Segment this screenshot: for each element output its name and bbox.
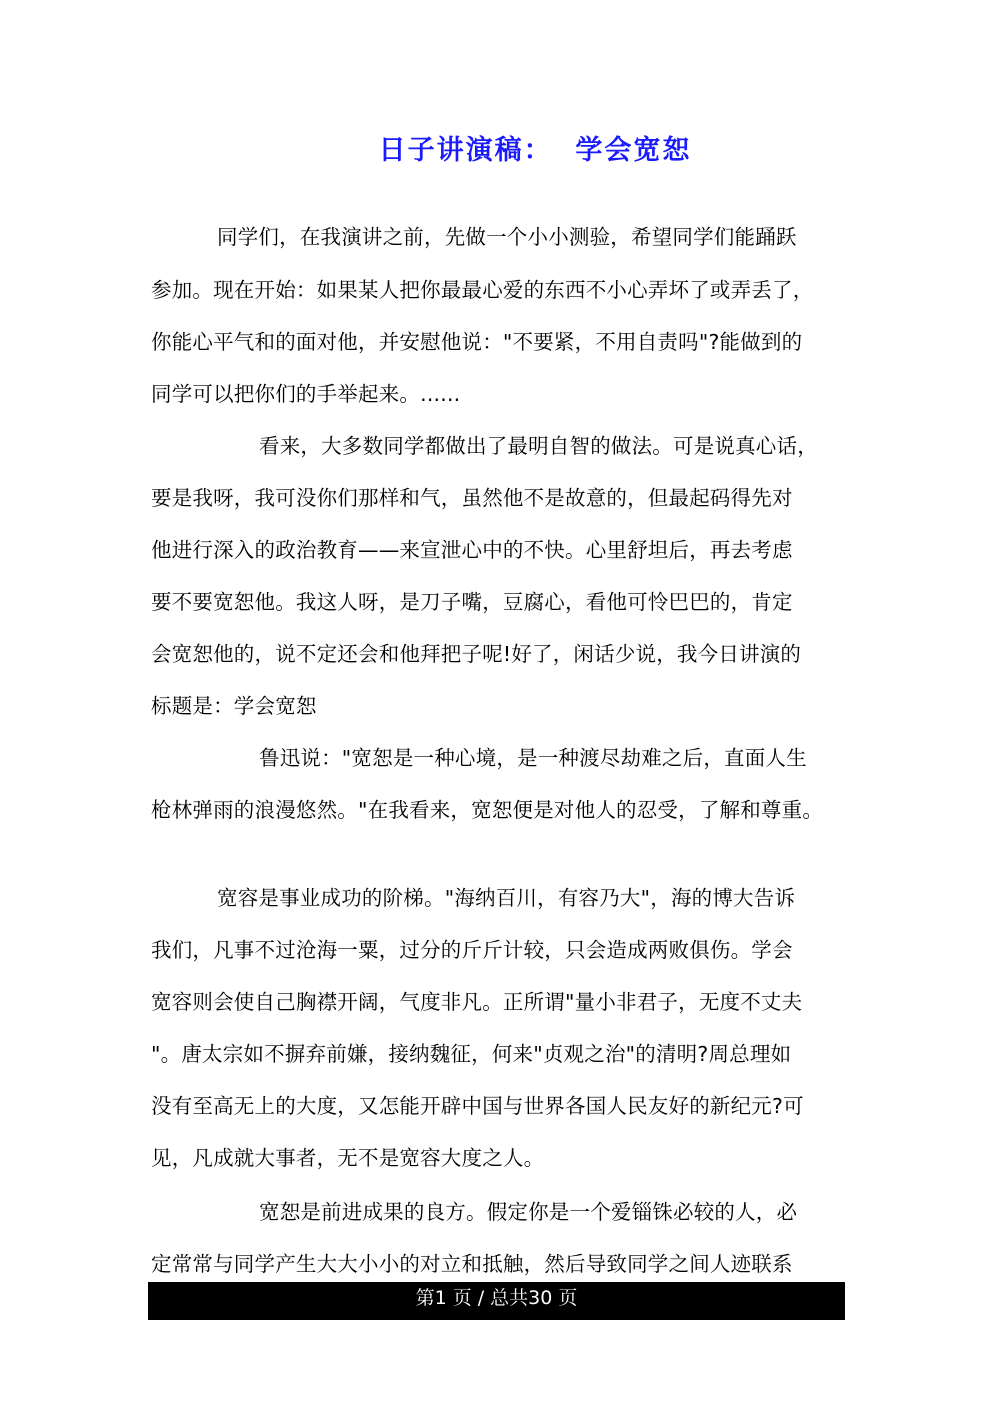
text-line: 看来，大多数同学都做出了最明自智的做法。可是说真心话， (259, 434, 818, 458)
text-line: 要是我呀，我可没你们那样和气，虽然他不是故意的，但最起码得先对 (151, 486, 793, 510)
page-indicator: 第1 页 / 总共30 页 (415, 1287, 578, 1309)
text-line: 标题是：学会宽恕 (151, 694, 317, 718)
document-title: 日子讲演稿： 学会宽恕 (378, 135, 692, 166)
text-line: 同学可以把你们的手举起来。...... (151, 382, 461, 406)
text-line: 见，凡成就大事者，无不是宽容大度之人。 (151, 1146, 545, 1170)
text-line: 要不要宽恕他。我这人呀，是刀子嘴，豆腐心，看他可怜巴巴的，肯定 (151, 590, 793, 614)
text-line: 他进行深入的政治教育——来宣泄心中的不快。心里舒坦后，再去考虑 (151, 538, 793, 562)
text-line: 没有至高无上的大度，又怎能开辟中国与世界各国人民友好的新纪元?可 (151, 1094, 804, 1118)
text-line: "。唐太宗如不摒弃前嫌，接纳魏征，何来"贞观之治"的清明?周总理如 (151, 1042, 792, 1066)
text-line: 鲁迅说："宽恕是一种心境，是一种渡尽劫难之后，直面人生 (259, 746, 807, 770)
text-line: 我们，凡事不过沧海一粟，过分的斤斤计较，只会造成两败俱伤。学会 (151, 938, 793, 962)
text-line: 宽容则会使自己胸襟开阔，气度非凡。正所谓"量小非君子，无度不丈夫 (151, 990, 803, 1014)
text-line: 会宽恕他的，说不定还会和他拜把子呢!好了，闲话少说，我今日讲演的 (151, 642, 802, 666)
text-line: 宽容是事业成功的阶梯。"海纳百川，有容乃大"，海的博大告诉 (217, 886, 796, 910)
text-line: 同学们，在我演讲之前，先做一个小小测验，希望同学们能踊跃 (217, 225, 797, 249)
text-line: 参加。现在开始：如果某人把你最最心爱的东西不小心弄坏了或弄丢了， (151, 278, 814, 302)
text-line: 定常常与同学产生大大小小的对立和抵触，然后导致同学之间人迹联系 (151, 1252, 793, 1276)
text-line: 你能心平气和的面对他，并安慰他说："不要紧，不用自责吗"?能做到的 (151, 330, 803, 354)
text-line: 宽恕是前进成果的良方。假定你是一个爱锱铢必较的人，必 (259, 1200, 798, 1224)
text-line: 枪林弹雨的浪漫悠然。"在我看来，宽恕便是对他人的忍受，了解和尊重。 (151, 798, 824, 822)
